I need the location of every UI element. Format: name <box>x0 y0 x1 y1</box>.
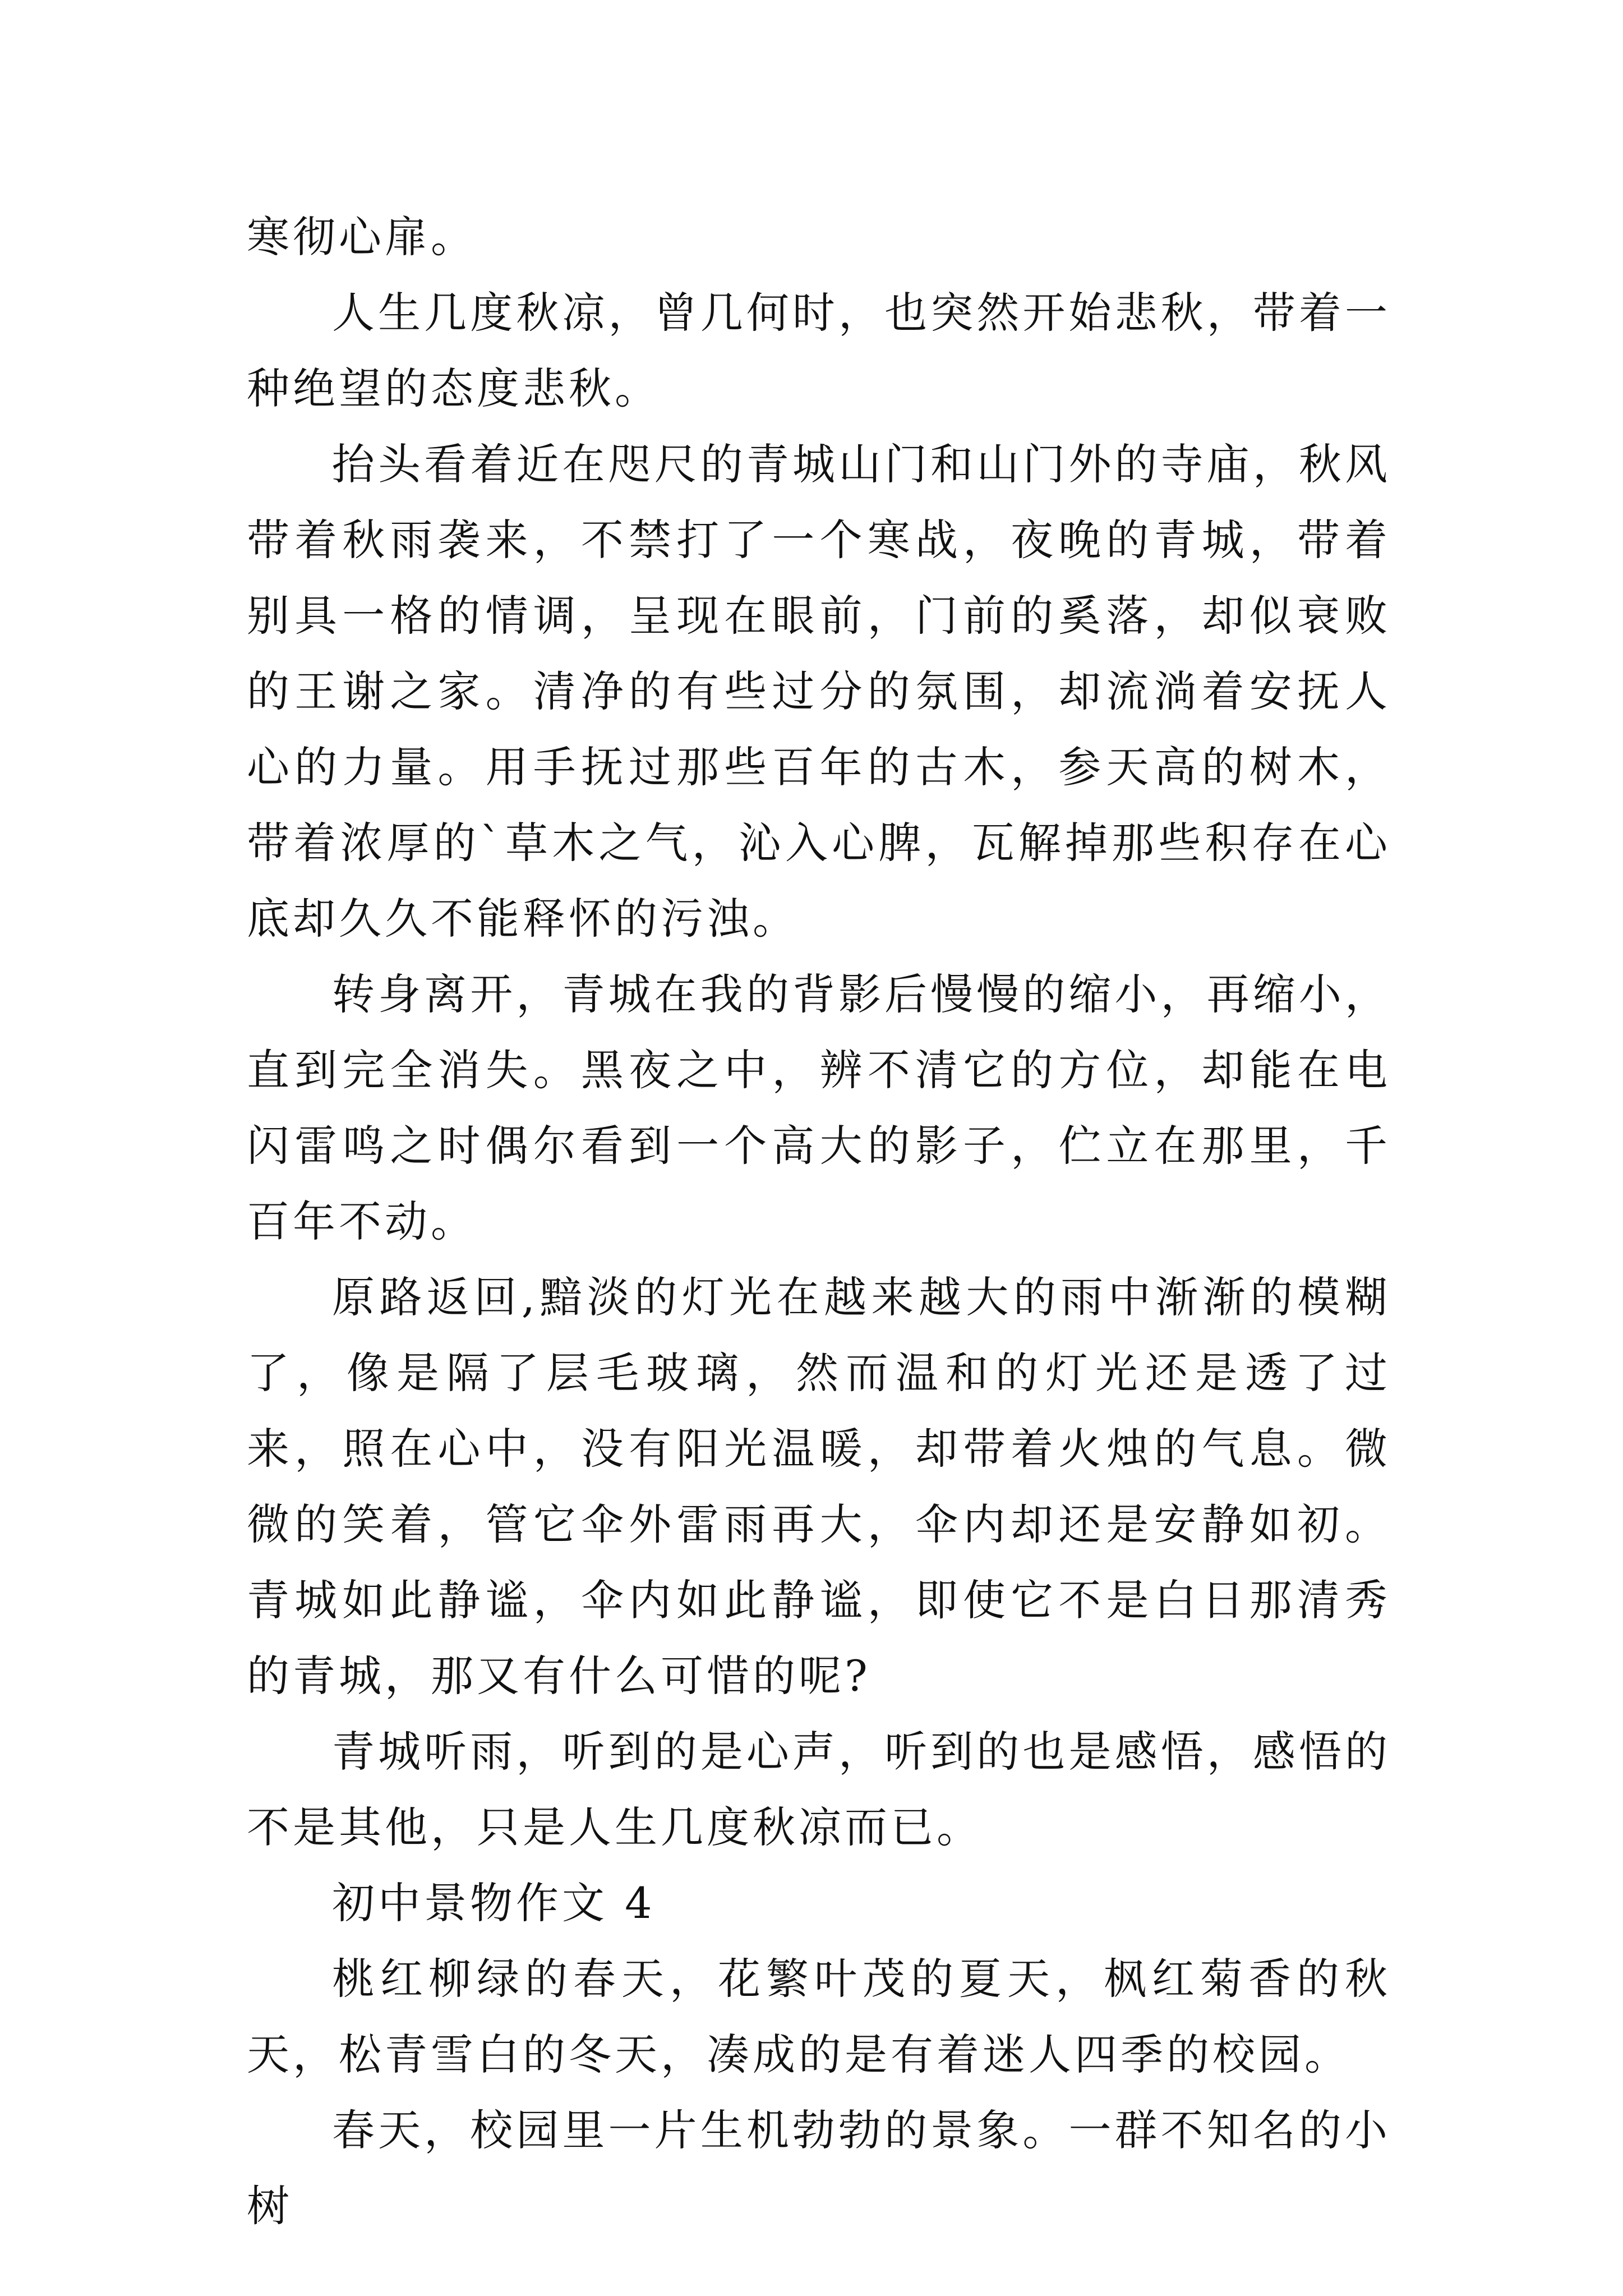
paragraph: 春天，校园里一片生机勃勃的景象。一群不知名的小树 <box>247 2105 1391 2231</box>
section-heading: 初中景物作文 4 <box>332 1878 656 1928</box>
paragraph: 抬头看着近在咫尺的青城山门和山门外的寺庙，秋风带着秋雨袭来，不禁打了一个寒战，夜晚的青城，带着别具一格的情调，呈现在眼前，门前的奚落，却似衰败的王谢之家。清净的有些过分的氛围，却流淌着安抚人心的力量。用手抚过那些百年的古木，参天高的树木，带着浓厚的`草木之气，沁入心脾，瓦解掉那些积存在心底却久久不能释怀的污浊。 <box>247 439 1391 944</box>
paragraph-continuation: 寒彻心扉。 <box>247 212 477 262</box>
paragraph: 转身离开，青城在我的背影后慢慢的缩小，再缩小，直到完全消失。黑夜之中，辨不清它的方位，却能在电闪雷鸣之时偶尔看到一个高大的影子，伫立在那里，千百年不动。 <box>247 969 1391 1246</box>
paragraph: 原路返回,黯淡的灯光在越来越大的雨中渐渐的模糊了，像是隔了层毛玻璃，然而温和的灯光还是透了过来，照在心中，没有阳光温暖，却带着火烛的气息。微微的笑着，管它伞外雷雨再大，伞内却还是安静如初。青城如此静谧，伞内如此静谧，即使它不是白日那清秀的青城，那又有什么可惜的呢? <box>247 1272 1391 1701</box>
paragraph: 桃红柳绿的春天，花繁叶茂的夏天，枫红菊香的秋天，松青雪白的冬天，凑成的是有着迷人四季的校园。 <box>247 1954 1391 2079</box>
paragraph: 人生几度秋凉，曾几何时，也突然开始悲秋，带着一种绝望的态度悲秋。 <box>247 288 1391 413</box>
paragraph: 青城听雨，听到的是心声，听到的也是感悟，感悟的不是其他，只是人生几度秋凉而已。 <box>247 1727 1391 1852</box>
document-body <box>247 199 1391 2244</box>
